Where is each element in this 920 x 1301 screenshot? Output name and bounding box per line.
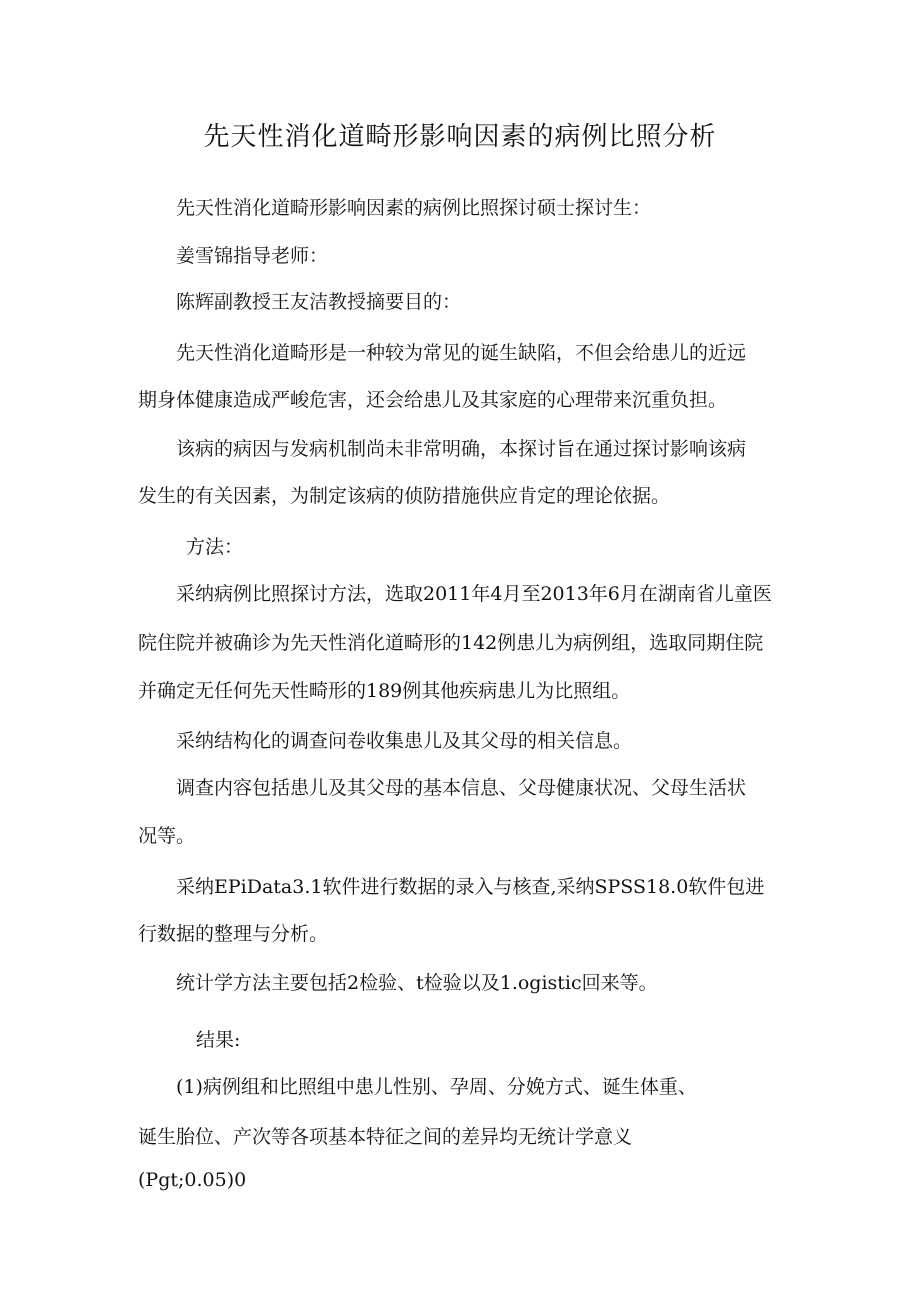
paragraph-line: 采纳EPiData3.1软件进行数据的录入与核查,采纳SPSS18.0软件包进 xyxy=(176,876,765,898)
paragraph-line: 采纳结构化的调查问卷收集患儿及其父母的相关信息。 xyxy=(176,730,633,752)
document-title: 先天性消化道畸形影响因素的病例比照分析 xyxy=(203,122,717,152)
paragraph-line: 采纳病例比照探讨方法，选取2011年4月至2013年6月在湖南省儿童医 xyxy=(176,583,772,605)
paragraph-line: 况等。 xyxy=(138,825,196,847)
paragraph-line: 院住院并被确诊为先天性消化道畸形的142例患儿为病例组，选取同期住院 xyxy=(138,632,764,654)
section-heading: 结果: xyxy=(196,1029,241,1051)
paragraph-line: (1)病例组和比照组中患儿性别、孕周、分娩方式、诞生体重、 xyxy=(176,1076,697,1098)
section-heading: 方法： xyxy=(186,536,244,558)
paragraph-line: 陈辉副教授王友洁教授摘要目的： xyxy=(176,291,462,313)
paragraph-line: 诞生胎位、产次等各项基本特征之间的差异均无统计学意义 xyxy=(138,1126,633,1148)
paragraph-line: 期身体健康造成严峻危害，还会给患儿及其家庭的心理带来沉重负担。 xyxy=(138,389,728,411)
paragraph-line: 发生的有关因素，为制定该病的侦防措施供应肯定的理论依据。 xyxy=(138,485,671,507)
paragraph-line: 行数据的整理与分析。 xyxy=(138,923,329,945)
paragraph-line: (Pgt;0.05)0 xyxy=(138,1169,247,1191)
paragraph-line: 姜雪锦指导老师： xyxy=(176,245,329,267)
paragraph-line: 并确定无任何先天性畸形的189例其他疾病患儿为比照组。 xyxy=(138,680,631,702)
paragraph-line: 调查内容包括患儿及其父母的基本信息、父母健康状况、父母生活状 xyxy=(176,777,747,799)
paragraph-line: 统计学方法主要包括2检验、t检验以及1.ogistic回来等。 xyxy=(176,972,658,994)
paragraph-line: 该病的病因与发病机制尚未非常明确，本探讨旨在通过探讨影响该病 xyxy=(176,438,747,460)
paragraph-line: 先天性消化道畸形是一种较为常见的诞生缺陷，不但会给患儿的近远 xyxy=(176,342,747,364)
paragraph-line: 先天性消化道畸形影响因素的病例比照探讨硕士探讨生： xyxy=(176,197,652,219)
